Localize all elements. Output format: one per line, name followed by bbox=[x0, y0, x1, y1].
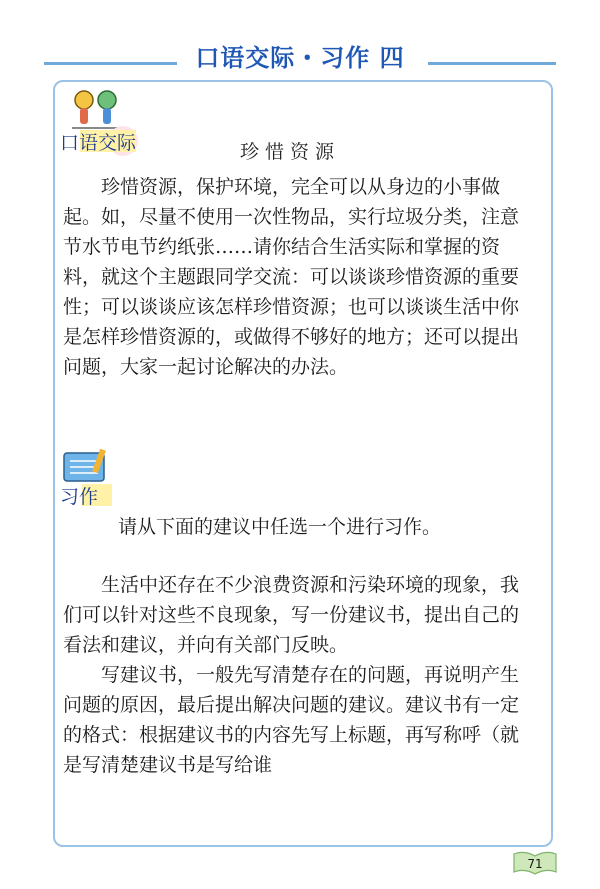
page-title: 口语交际・习作 四 bbox=[195, 44, 405, 72]
writing-tag bbox=[60, 482, 98, 509]
writing-paragraph-1: 生活中还存在不少浪费资源和污染环境的现象，我们可以针对这些不良现象，写一份建议书，提出自己的看法和建议，并向有关部门反映。 bbox=[63, 574, 520, 656]
open-book-icon bbox=[512, 848, 558, 876]
speaking-tag-label: 口语交际 bbox=[60, 132, 137, 154]
writing-instruction-block bbox=[118, 512, 538, 542]
notebook-pencil-icon bbox=[60, 447, 112, 485]
writing-paragraph-block bbox=[63, 570, 531, 780]
writing-instruction: 请从下面的建议中任选一个进行习作。 bbox=[118, 516, 442, 538]
writing-paragraph-2: 写建议书，一般先写清楚存在的问题，再说明产生问题的原因，最后提出解决问题的建议。建议书有一定的格式：根据建议书的内容先写上标题，再写称呼（就是写清楚建议书是写给谁 bbox=[63, 664, 520, 776]
speaking-subtitle: 珍惜资源 bbox=[240, 141, 341, 163]
writing-tag-label: 习作 bbox=[60, 486, 99, 508]
speaking-tag bbox=[60, 128, 136, 155]
speaking-paragraph: 珍惜资源，保护环境，完全可以从身边的小事做起。如，尽量不使用一次性物品，实行垃圾分类，注意节水节电节约纸张……请你结合生活实际和掌握的资料，就这个主题跟同学交流：可以谈谈珍惜资源的重要性；可以谈谈应该怎样珍惜资源；也可以谈谈生活中你是怎样珍惜资源的，或做得不够好的地方；还可以提出问题，大家一起讨论解决的办法。 bbox=[63, 176, 520, 378]
page-number: 71 bbox=[527, 857, 543, 871]
speaking-paragraph-block bbox=[63, 172, 531, 382]
